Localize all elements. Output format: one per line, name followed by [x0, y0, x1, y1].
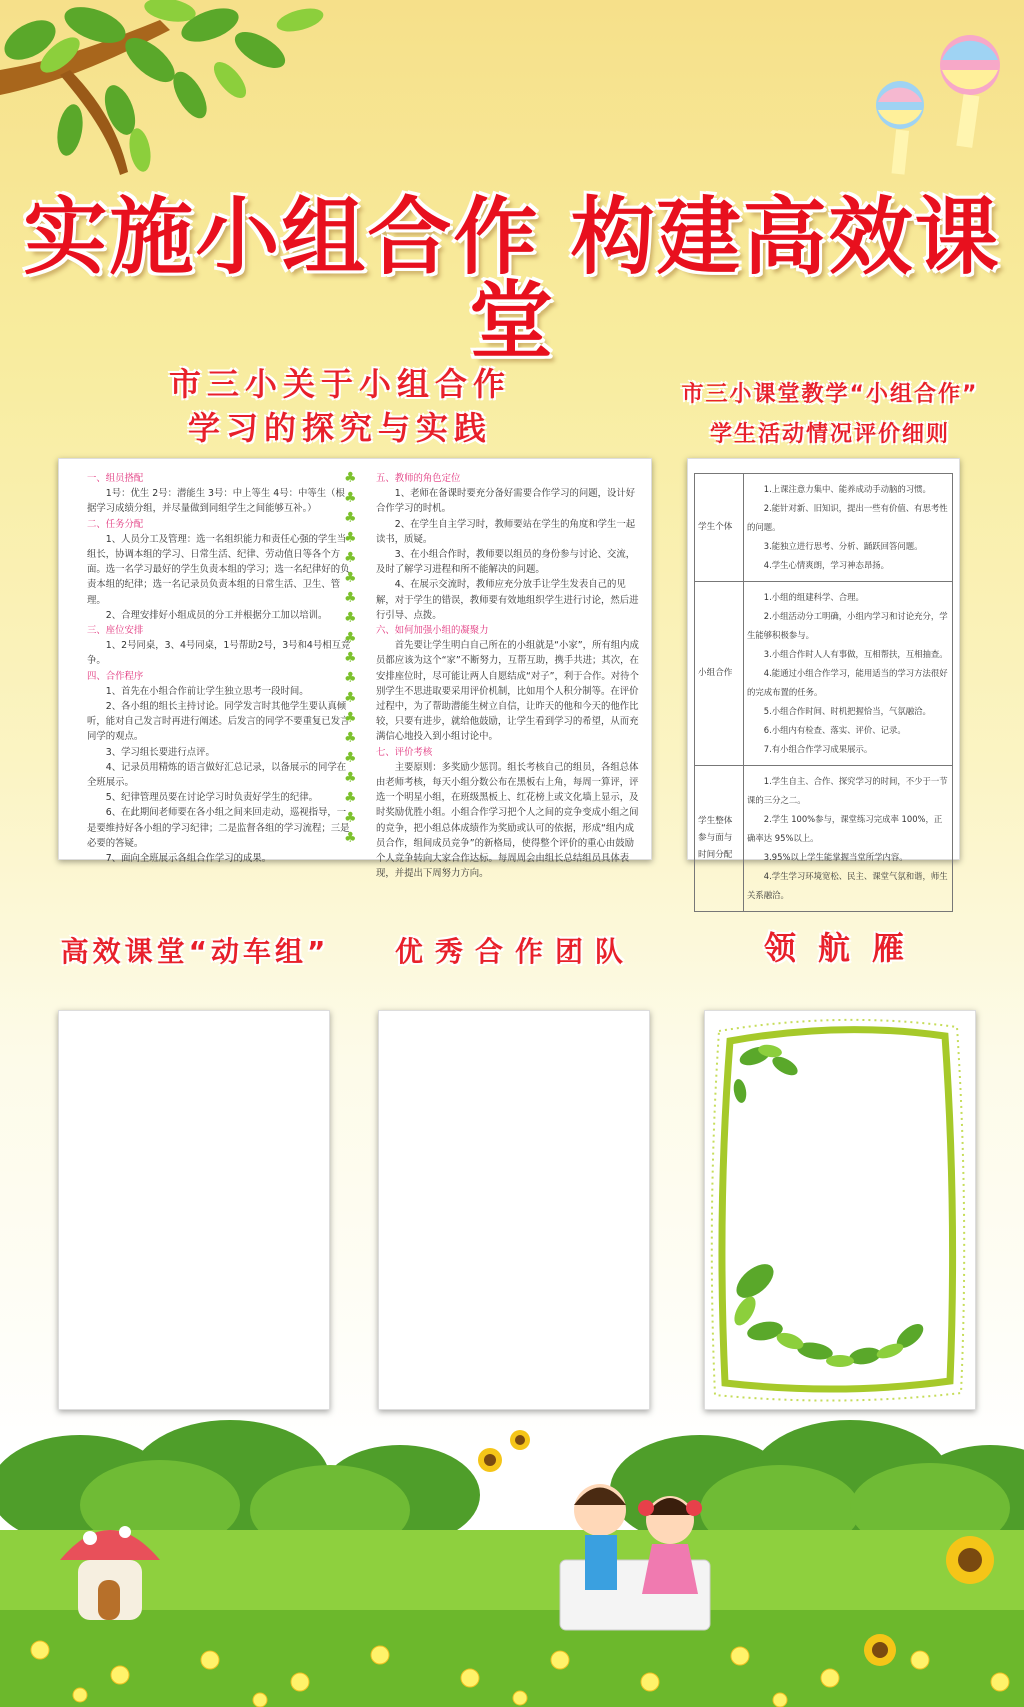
paragraph-heading: 五、教师的角色定位: [376, 473, 461, 484]
text-column-left: [87, 471, 352, 866]
blank-photo-board-2: [378, 1010, 650, 1410]
section-title-leading-goose: 领航雁: [763, 929, 926, 967]
clover-icon: ♣: [344, 490, 357, 506]
text-column-right: [376, 471, 641, 881]
evaluation-item: 2.能针对新、旧知识，提出一些有价值、有思考性的问题。: [747, 503, 948, 532]
paragraph: 2、在学生自主学习时，教师要站在学生的角度和学生一起读书，质疑。: [376, 518, 636, 545]
paragraph: 2、各小组的组长主持讨论。同学发言时其他学生要认真倾听，能对自己发言时再进行阐述。后发言的同学不要重复已发言同学的观点。: [87, 701, 350, 743]
tree-branch-icon: [0, 0, 350, 180]
evaluation-row: [695, 766, 953, 912]
clover-icon: ♣: [344, 770, 357, 786]
clover-icon: ♣: [344, 790, 357, 806]
clover-icon: ♣: [344, 730, 357, 746]
paragraph: 4、在展示交流时，教师应充分放手让学生发表自己的见解，对于学生的错误，教师要有效地组织学生进行讨论，然后进行引导、点拨。: [376, 579, 639, 621]
paragraph: 4、记录员用精炼的语言做好汇总记录，以备展示的同学在全班展示。: [87, 761, 347, 789]
section-title-excellent-team: 优秀合作团队: [394, 935, 635, 968]
evaluation-item: 2.学生 100%参与，课堂练习完成率 100%，正确率达 95%以上。: [747, 814, 943, 843]
paragraph: 主要原则：多奖励少惩罚。组长考核自己的组员，各组总体由老师考核，每天小组分数公布在黑板右上角，每周一算评，评选一个明星小组，在班级黑板上、红花榜上或文化墙上显示，及时奖励优胜小组。小组合作学习把个人之间的竞争变成小组之间的竞争，把小组总体成绩作为奖励或认可的依据，形成“组内成员合作，组间成员竞争”的新格局，使得整个评价的重心由鼓励个人竞争转向大家合作达标。每周周会由组长总结组员具体表现，并提出下周努力方向。: [376, 761, 639, 880]
clover-icon: ♣: [344, 510, 357, 526]
paragraph-heading: 七、评价考核: [376, 746, 433, 758]
clover-icon: ♣: [344, 650, 357, 666]
section-title-line2: 学习的探究与实践: [187, 409, 492, 447]
paragraph: 1、人员分工及管理：选一名组织能力和责任心强的学生当组长，协调本组的学习、日常生活、纪律、劳动值日等各个方面。选一名学习最好的学生负责本组的学习；选一名纪律好的负责本组的纪律；选一名记录员负责本组的日常生活、卫生、管理。: [87, 533, 350, 606]
paragraph-heading: 二、任务分配: [87, 518, 144, 530]
paragraph: 1、老师在备课时要充分备好需要合作学习的问题，设计好合作学习的时机。: [376, 488, 636, 515]
evaluation-table: [694, 473, 953, 912]
clover-icon: ♣: [344, 610, 357, 626]
evaluation-item: 3.小组合作时人人有事做，互相帮扶，互相抽查。: [763, 649, 948, 659]
paragraph: 7、面向全班展示各组合作学习的成果。: [105, 853, 272, 865]
clover-icon: ♣: [344, 550, 357, 566]
clover-icon: ♣: [344, 810, 357, 826]
clover-divider: [342, 471, 362, 851]
section-title-line2: 学生活动情况评价细则: [709, 422, 950, 447]
paragraph-heading: 三、座位安排: [87, 625, 144, 637]
paragraph: 3、在小组合作时，教师要以组员的身份参与讨论、交流，及时了解学习进程和所不能解决的问题。: [376, 549, 636, 576]
paragraph: 3、学习组长要进行点评。: [105, 746, 215, 758]
clover-icon: ♣: [344, 530, 357, 546]
paragraph: 2、合理安排好小组成员的分工并根据分工加以培训。: [105, 609, 328, 621]
clover-icon: ♣: [344, 590, 357, 606]
clover-icon: ♣: [344, 710, 357, 726]
evaluation-items: [744, 474, 953, 582]
evaluation-table-panel: [687, 458, 960, 900]
clover-icon: ♣: [344, 750, 357, 766]
blank-photo-board-1: [58, 1010, 330, 1410]
evaluation-item: 3.95%以上学生能掌握当堂所学内容。: [763, 852, 908, 862]
evaluation-category: 学生整体参与面与时间分配: [695, 766, 744, 912]
leaf-frame: [705, 1011, 975, 1409]
evaluation-row: [695, 582, 953, 766]
clover-icon: ♣: [344, 690, 357, 706]
leaf-frame-board: [704, 1010, 976, 1410]
evaluation-item: 5.小组合作时间、时机把握恰当，气氛融洽。: [763, 706, 931, 716]
paragraph: 6、在此期间老师要在各小组之间来回走动，巡视指导，一是要维持好各小组的学习纪律；二是监督各组的学习流程；三是必要的答疑。: [87, 807, 350, 849]
practice-text-panel: [58, 458, 652, 880]
section-title-practice: [60, 362, 620, 450]
paragraph-heading: 一、组员搭配: [87, 473, 144, 484]
clover-icon: ♣: [344, 570, 357, 586]
evaluation-items: [744, 582, 953, 766]
clover-icon: ♣: [344, 830, 357, 846]
evaluation-item: 4.能通过小组合作学习，能用适当的学习方法很好的完成布置的任务。: [747, 668, 948, 697]
clover-icon: ♣: [344, 670, 357, 686]
paragraph-heading: 四、合作程序: [87, 670, 144, 682]
main-title: 实施小组合作 构建高效课堂: [23, 187, 1001, 370]
evaluation-item: 6.小组内有检查、落实、评价、记录。: [763, 725, 906, 735]
paragraph: 1、首先在小组合作前让学生独立思考一段时间。: [105, 685, 309, 697]
clover-icon: ♣: [344, 630, 357, 646]
section-title-line1: 市三小关于小组合作: [168, 365, 511, 403]
evaluation-items: [744, 766, 953, 912]
clover-icon: ♣: [344, 470, 357, 486]
evaluation-category: 学生个体: [695, 474, 744, 582]
evaluation-item: 1.上课注意力集中、能养成动手动脑的习惯。: [763, 484, 931, 494]
paragraph: 首先要让学生明白自己所在的小组就是“小家”，所有组内成员都应该为这个“家”不断努力，互帮互助，携手共进；其次，在安排座位时，尽可能让两人自愿结成“对子”，利于合作。对待个别学生不思进取要采用评价机制，比如用个人积分制等。在评价过程中，为了帮助潜能生树立自信，让昨天的他和今天的他作比较，只要有进步，就给他鼓励，让学生看到学习的希望，从而充满信心地投入到小组讨论中。: [376, 640, 639, 743]
paragraph: 1、2号同桌，3、4号同桌，1号帮助2号，3号和4号相互竞争。: [87, 640, 351, 667]
evaluation-item: 1.学生自主、合作、探究学习的时间，不少于一节课的三分之二。: [747, 776, 948, 805]
evaluation-item: 1.小组的组建科学、合理。: [763, 592, 864, 602]
evaluation-item: 3.能独立进行思考、分析、踊跃回答问题。: [763, 541, 923, 551]
paragraph: 1号：优生 2号：潜能生 3号：中上等生 4号：中等生（根据学习成绩分组，并尽量做到同组学生之间能够互补。）: [87, 488, 345, 515]
evaluation-item: 4.学生学习环境宽松、民主、课堂气氛和谐，师生关系融洽。: [747, 871, 948, 900]
meadow-scene: [0, 1420, 1024, 1707]
section-title-evaluation: [650, 375, 1010, 455]
evaluation-item: 2.小组活动分工明确，小组内学习和讨论充分，学生能够积极参与。: [747, 611, 948, 640]
section-title-express-group: 高效课堂“动车组”: [60, 935, 330, 968]
evaluation-item: 7.有小组合作学习成果展示。: [763, 744, 873, 754]
evaluation-item: 4.学生心情爽朗，学习神态昂扬。: [763, 560, 890, 570]
section-title-line1: 市三小课堂教学“小组合作”: [681, 382, 979, 407]
paragraph: 5、纪律管理员要在讨论学习时负责好学生的纪律。: [105, 792, 319, 804]
evaluation-row: [695, 474, 953, 582]
balloon-icon: [860, 30, 1020, 190]
paragraph-heading: 六、如何加强小组的凝聚力: [376, 625, 489, 637]
evaluation-category: 小组合作: [695, 582, 744, 766]
